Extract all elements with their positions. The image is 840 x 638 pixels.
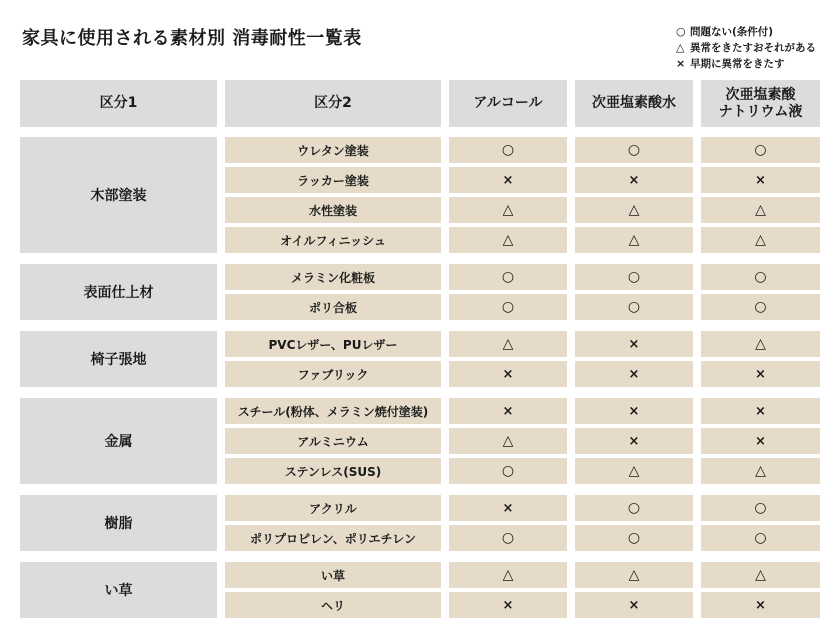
rating-cell-text: △ xyxy=(755,232,766,248)
rating-cell-text: ○ xyxy=(501,142,515,158)
material-cell xyxy=(225,398,441,424)
rating-cell xyxy=(449,294,567,320)
rating-cell-text: ○ xyxy=(754,500,767,516)
legend-symbol-cross: × xyxy=(676,57,686,70)
rating-cell xyxy=(449,458,567,484)
rating-cell-text: △ xyxy=(755,463,766,479)
rating-cell-text: × xyxy=(628,403,640,419)
rating-cell-text: ○ xyxy=(627,142,641,158)
rating-cell-text: × xyxy=(755,366,766,382)
material-cell-text: ファブリック xyxy=(297,367,369,382)
legend-symbol-circle: ○ xyxy=(676,25,686,38)
rating-cell-text: × xyxy=(502,597,514,613)
legend-text: 早期に異常をきたす xyxy=(690,58,785,70)
rating-cell-text: ○ xyxy=(754,142,767,158)
category-cell xyxy=(20,495,217,551)
rating-cell-text: ○ xyxy=(627,530,641,546)
rating-cell-text: △ xyxy=(502,567,514,583)
rating-cell-text: ○ xyxy=(754,530,767,546)
rating-cell xyxy=(449,562,567,588)
legend-text: 異常をきたすおそれがある xyxy=(690,42,816,54)
material-cell xyxy=(225,458,441,484)
rating-cell xyxy=(701,294,820,320)
rating-cell-text: △ xyxy=(628,202,640,218)
legend-item-caution xyxy=(676,40,816,56)
category-cell xyxy=(20,331,217,387)
rating-cell-text: × xyxy=(755,597,766,613)
rating-cell xyxy=(575,592,693,618)
material-cell-text: オイルフィニッシュ xyxy=(280,233,386,248)
rating-cell-text: ○ xyxy=(501,463,515,479)
rating-cell xyxy=(701,495,820,521)
rating-cell xyxy=(701,428,820,454)
rating-cell-text: × xyxy=(628,366,640,382)
material-cell-text: PVCレザー、PUレザー xyxy=(268,337,398,352)
category-cell-text: 表面仕上材 xyxy=(83,285,154,301)
legend-item-ng xyxy=(676,56,816,72)
rating-cell xyxy=(701,227,820,253)
material-cell xyxy=(225,428,441,454)
rating-cell-text: × xyxy=(755,172,766,188)
category-cell-text: 椅子張地 xyxy=(90,352,147,368)
rating-cell-text: × xyxy=(628,172,640,188)
rating-cell xyxy=(701,197,820,223)
rating-cell xyxy=(701,167,820,193)
material-cell xyxy=(225,294,441,320)
rating-cell xyxy=(449,137,567,163)
column-header-3-text: アルコール xyxy=(473,95,543,111)
rating-cell xyxy=(701,458,820,484)
rating-cell xyxy=(575,197,693,223)
rating-cell-text: △ xyxy=(755,336,766,352)
rating-cell-text: ○ xyxy=(501,269,515,285)
rating-cell xyxy=(449,264,567,290)
rating-cell xyxy=(575,495,693,521)
legend-symbol-triangle: △ xyxy=(676,41,685,54)
column-header-5 xyxy=(701,80,820,127)
rating-cell xyxy=(701,525,820,551)
rating-cell xyxy=(575,562,693,588)
rating-cell-text: × xyxy=(502,366,514,382)
category-cell xyxy=(20,398,217,484)
category-cell-text: 樹脂 xyxy=(104,516,133,532)
rating-cell xyxy=(701,398,820,424)
rating-cell xyxy=(449,428,567,454)
column-header-2 xyxy=(225,80,441,127)
category-cell xyxy=(20,264,217,320)
material-cell xyxy=(225,562,441,588)
material-cell xyxy=(225,361,441,387)
material-cell xyxy=(225,525,441,551)
rating-cell-text: △ xyxy=(502,336,514,352)
rating-cell-text: ○ xyxy=(627,269,641,285)
column-header-1 xyxy=(20,80,217,127)
rating-cell-text: ○ xyxy=(501,299,515,315)
rating-cell-text: △ xyxy=(628,567,640,583)
rating-cell xyxy=(701,137,820,163)
material-cell-text: ポリ合板 xyxy=(308,300,357,315)
category-cell xyxy=(20,137,217,253)
rating-cell xyxy=(575,167,693,193)
rating-cell xyxy=(575,428,693,454)
rating-cell xyxy=(449,495,567,521)
rating-cell xyxy=(575,525,693,551)
rating-cell-text: ○ xyxy=(754,269,767,285)
material-cell-text: メラミン化粧板 xyxy=(290,270,375,285)
material-cell xyxy=(225,167,441,193)
legend-text: 問題ない(条件付) xyxy=(690,26,774,38)
rating-cell xyxy=(449,525,567,551)
rating-cell xyxy=(575,264,693,290)
material-cell xyxy=(225,227,441,253)
rating-cell-text: △ xyxy=(502,433,514,449)
material-cell-text: ヘリ xyxy=(320,598,345,613)
rating-cell xyxy=(449,167,567,193)
material-cell-text: ポリプロピレン、ポリエチレン xyxy=(250,531,416,546)
rating-cell-text: △ xyxy=(628,232,640,248)
column-header-3 xyxy=(449,80,567,127)
column-header-4-text: 次亜塩素酸水 xyxy=(592,95,676,111)
rating-cell xyxy=(701,264,820,290)
material-cell xyxy=(225,264,441,290)
column-header-2-text: 区分2 xyxy=(314,95,352,111)
material-cell-text: アクリル xyxy=(309,501,357,516)
material-cell-text: ラッカー塗装 xyxy=(297,173,369,188)
material-cell xyxy=(225,137,441,163)
rating-cell-text: × xyxy=(755,403,766,419)
material-cell-text: 水性塗装 xyxy=(308,203,357,218)
rating-cell-text: × xyxy=(628,433,640,449)
rating-cell xyxy=(701,592,820,618)
rating-cell xyxy=(575,458,693,484)
rating-cell xyxy=(575,137,693,163)
legend xyxy=(676,24,816,72)
material-cell-text: い草 xyxy=(320,568,345,583)
material-cell xyxy=(225,495,441,521)
rating-cell xyxy=(575,331,693,357)
category-cell xyxy=(20,562,217,618)
rating-cell xyxy=(449,227,567,253)
rating-cell-text: △ xyxy=(755,202,766,218)
rating-cell-text: ○ xyxy=(627,299,641,315)
column-header-5-text: 次亜塩素酸 ナトリウム液 xyxy=(718,86,803,120)
rating-cell-text: × xyxy=(628,336,640,352)
material-cell-text: ウレタン塗装 xyxy=(297,143,369,158)
rating-cell-text: △ xyxy=(755,567,766,583)
rating-cell xyxy=(449,398,567,424)
rating-cell-text: △ xyxy=(502,202,514,218)
rating-cell xyxy=(449,331,567,357)
rating-cell-text: × xyxy=(502,500,514,516)
rating-cell xyxy=(449,592,567,618)
rating-cell-text: × xyxy=(502,172,514,188)
column-header-4 xyxy=(575,80,693,127)
material-cell-text: ステンレス(SUS) xyxy=(284,464,382,479)
rating-cell-text: ○ xyxy=(754,299,767,315)
category-cell-text: い草 xyxy=(104,583,133,599)
rating-cell-text: × xyxy=(628,597,640,613)
rating-cell xyxy=(575,294,693,320)
rating-cell-text: × xyxy=(755,433,766,449)
rating-cell-text: × xyxy=(502,403,514,419)
rating-cell xyxy=(575,361,693,387)
material-cell xyxy=(225,331,441,357)
category-cell-text: 木部塗装 xyxy=(90,188,147,204)
rating-cell xyxy=(701,331,820,357)
rating-cell xyxy=(575,227,693,253)
rating-cell xyxy=(449,361,567,387)
rating-cell xyxy=(449,197,567,223)
material-cell xyxy=(225,592,441,618)
column-header-1-text: 区分1 xyxy=(99,95,138,111)
category-cell-text: 金属 xyxy=(104,434,133,450)
rating-cell-text: △ xyxy=(502,232,514,248)
material-cell-text: スチール(粉体、メラミン焼付塗装) xyxy=(237,404,429,419)
rating-cell-text: ○ xyxy=(627,500,641,516)
page-title: 家具に使用される素材別 消毒耐性一覧表 xyxy=(22,28,362,49)
material-cell-text: アルミニウム xyxy=(297,434,369,449)
legend-item-ok xyxy=(676,24,816,40)
rating-cell xyxy=(701,562,820,588)
rating-cell-text: ○ xyxy=(501,530,515,546)
material-cell xyxy=(225,197,441,223)
rating-cell-text: △ xyxy=(628,463,640,479)
rating-cell xyxy=(575,398,693,424)
rating-cell xyxy=(701,361,820,387)
